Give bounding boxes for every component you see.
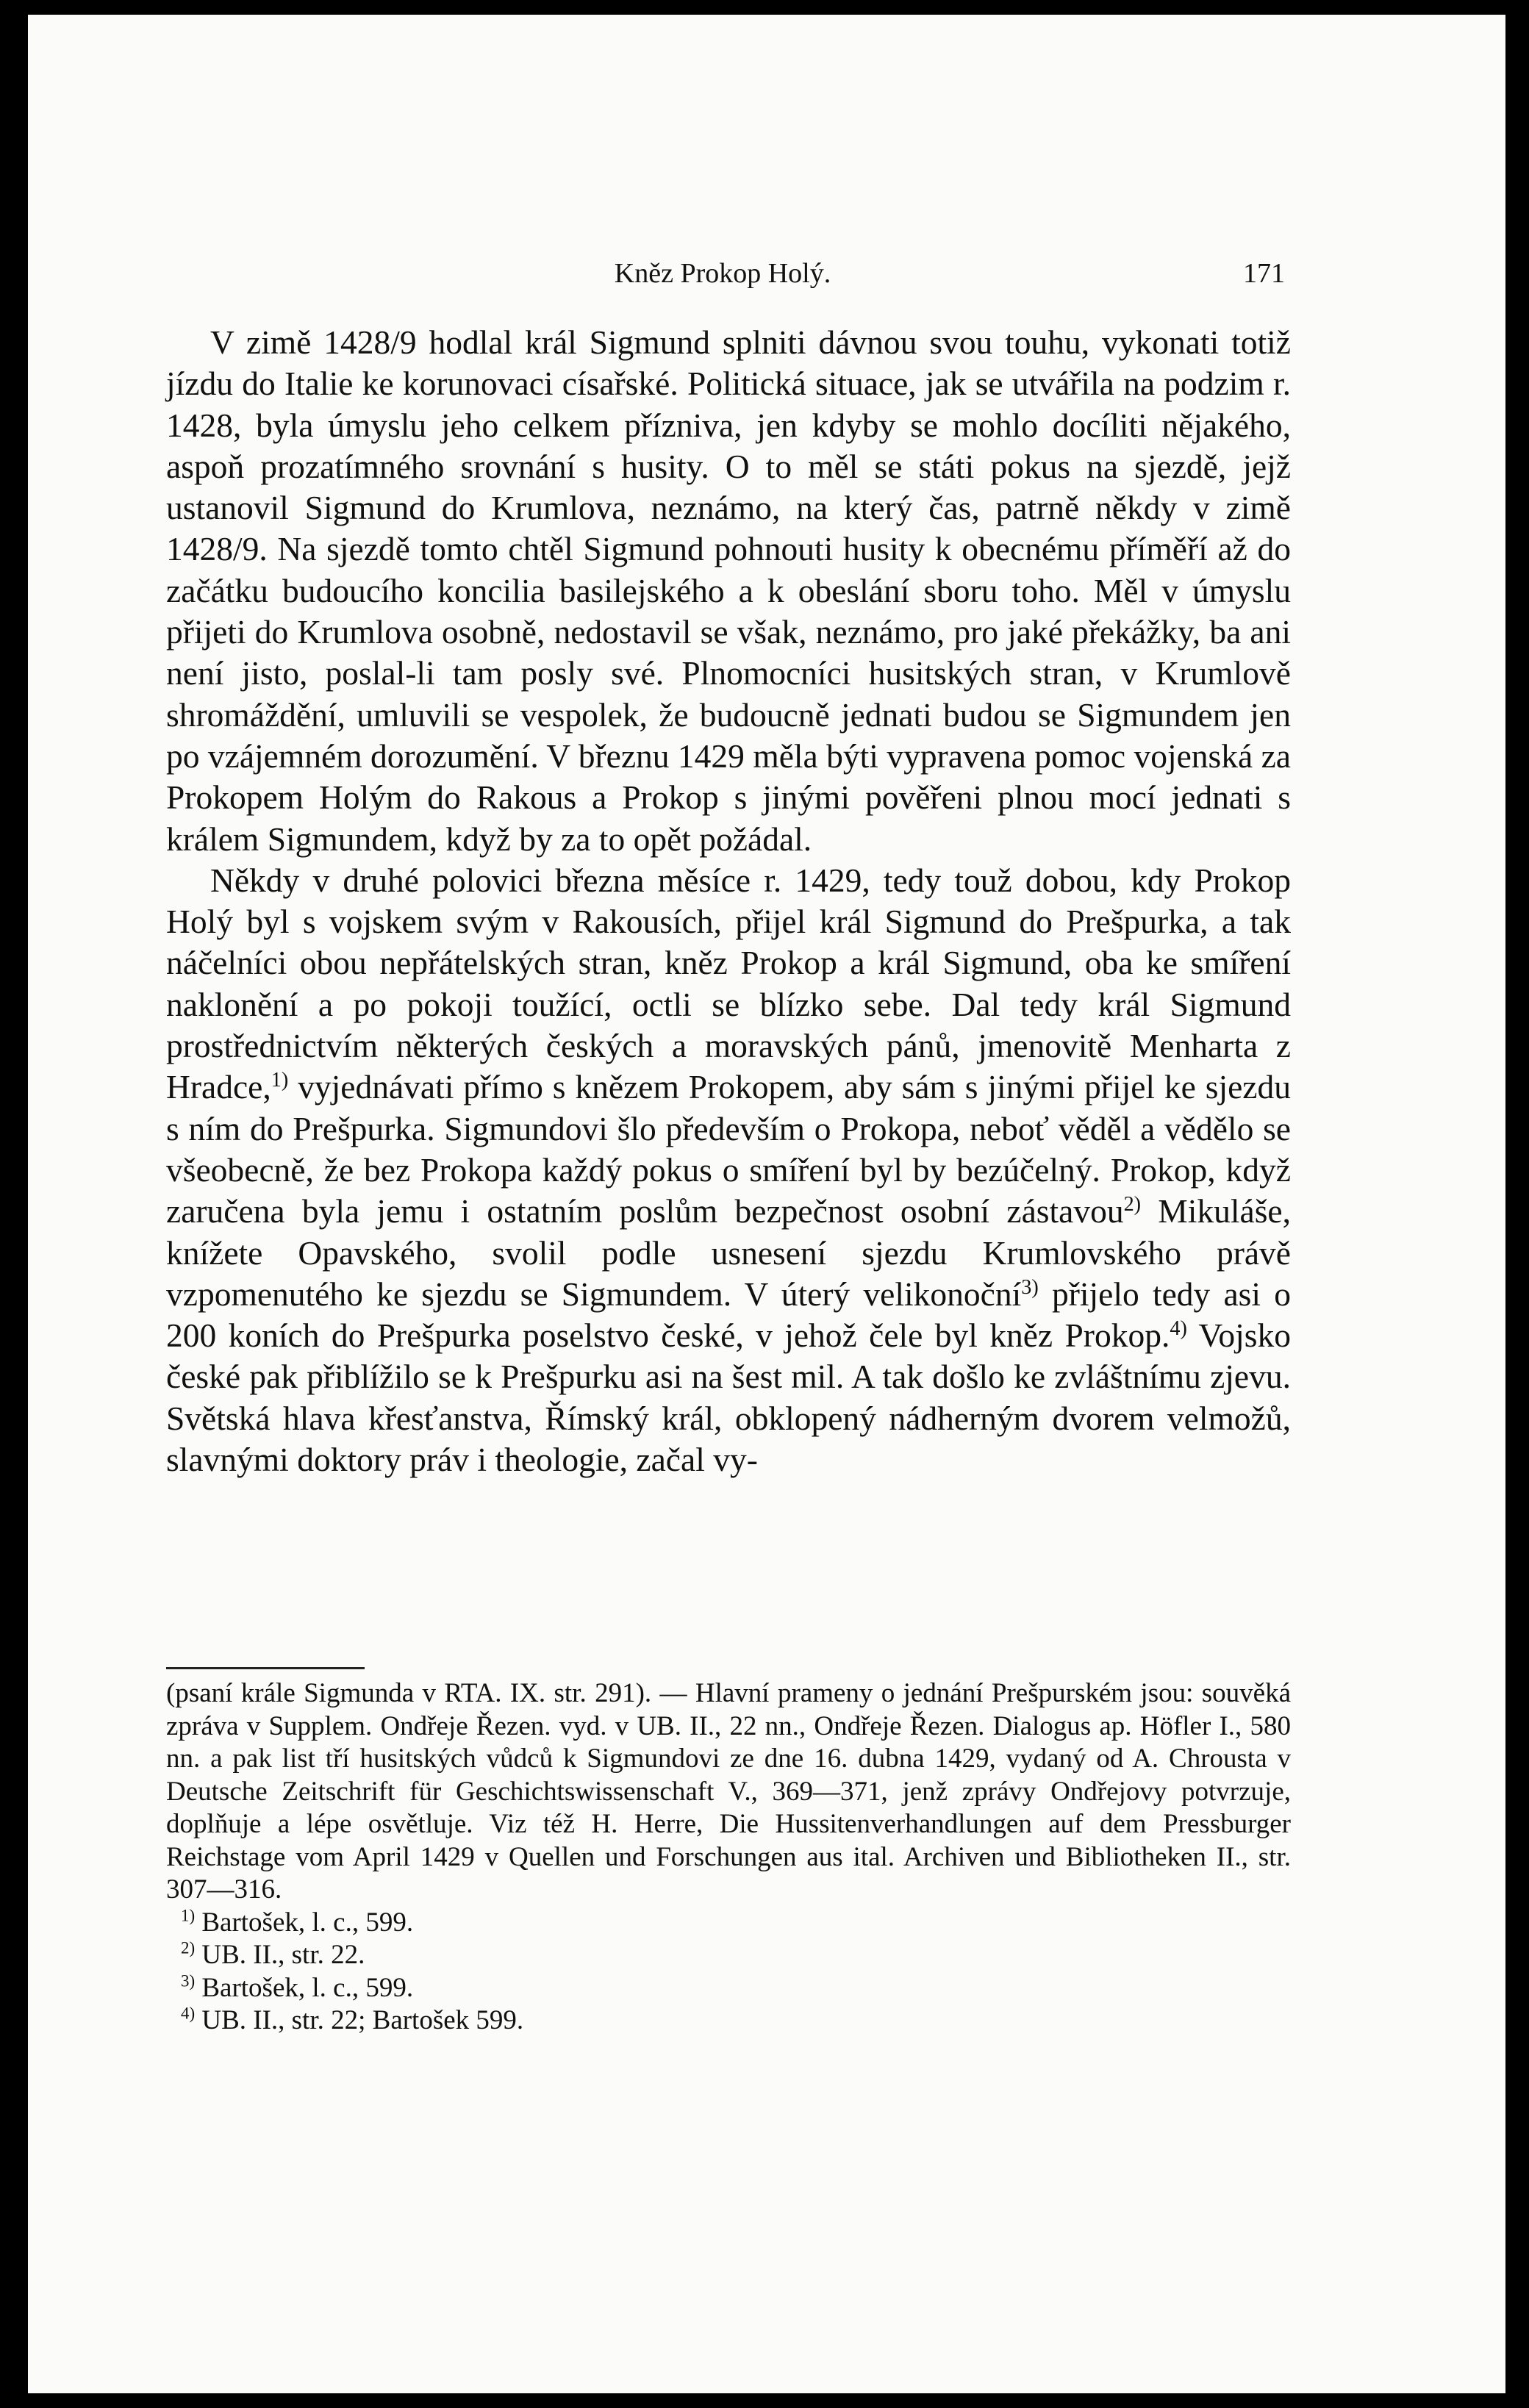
footnote	[166, 1939, 1291, 1972]
footnote-text: UB. II., str. 22.	[195, 1940, 365, 1970]
footnote-ref: 3)	[1021, 1275, 1039, 1299]
footnotes	[166, 1677, 1291, 2038]
footnote	[166, 1907, 1291, 1940]
text-span: přijelo tedy asi o 200 koních do Prešpurka poselstvo české, v jehož čele byl kněz Prokop.	[166, 1275, 1291, 1355]
scanned-page	[28, 15, 1505, 2393]
text-span: Mikuláše, knížete Opavského, svolil podle usnesení sjezdu Krumlovského právě vzpomenutého ke sjezdu se Sigmundem. V úterý velikonoční	[166, 1192, 1291, 1313]
text-span: vyjednávati přímo s knězem Prokopem, aby sám s jinými přijel ke sjezdu s ním do Prešpurka. Sigmundovi šlo především o Prokopa, neboť věděl a vědělo se všeobecně, že bez Prokopa každý pokus o smíření byl by bezúčelný. Prokop, když zaručena byla jemu i ostatním poslům bezpečnost osobní zástavou	[166, 1068, 1291, 1230]
running-title: Kněz Prokop Holý.	[614, 258, 831, 289]
paragraph	[166, 860, 1291, 1480]
page-number: 171	[1243, 258, 1285, 289]
running-header	[160, 257, 1285, 294]
footnote-mark: 3)	[181, 1971, 196, 1990]
main-text	[166, 322, 1291, 1480]
text-span: Vojsko české pak přiblížilo se k Prešpurku asi na šest mil. A tak došlo ke zvláštnímu zjevu. Světská hlava křesťanstva, Římský král, obklopený nádherným dvorem velmožů, slavnými doktory práv i theologie, začal vy-	[166, 1316, 1291, 1479]
footnote-continuation: (psaní krále Sigmunda v RTA. IX. str. 291). — Hlavní prameny o jednání Prešpurském jsou: souvěká zpráva v Supplem. Ondřeje Řezen. vyd. v UB. II., 22 nn., Ondřeje Řezen. Dialogus ap. Höfler I., 580 nn. a pak list tří husitských vůdců k Sigmundovi ze dne 16. dubna 1429, vydaný od A. Chrousta v Deutsche Zeitschrift für Geschichtswissenschaft V., 369—371, jenž zprávy Ondřejovy potvrzuje, doplňuje a lépe osvětluje. Viz též H. Herre, Die Hussitenverhandlungen auf dem Pressburger Reichstage vom April 1429 v Quellen und Forschungen aus ital. Archiven und Bibliotheken II., str. 307—316.	[166, 1678, 1291, 1904]
paragraph: V zimě 1428/9 hodlal král Sigmund splniti dávnou svou touhu, vykonati totiž jízdu do Italie ke korunovaci císařské. Politická situace, jak se utvářila na podzim r. 1428, byla úmyslu jeho celkem příznivа, jen kdyby se mohlo docíliti nějakého, aspoň prozatímného srovnání s husity. O to měl se státi pokus na sjezdě, jejž ustanovil Sigmund do Krumlova, neznámo, na který čas, patrně někdy v zimě 1428/9. Na sjezdě tomto chtěl Sigmund pohnouti husity k obecnému příměří až do začátku budoucího koncilia basilejského a k obeslání sboru toho. Měl v úmyslu přijeti do Krumlova osobně, nedostavil se však, neznámo, pro jaké překážky, ba ani není jisto, poslal-li tam posly své. Plnomocníci husitských stran, v Krumlově shromáždění, umluvili se vespolek, že budoucně jednati budou se Sigmundem jen po vzájemném dorozumění. V březnu 1429 měla býti vypravena pomoc vojenská za Prokopem Holým do Rakous a Prokop s jinými pověřeni plnou mocí jednati s králem Sigmundem, když by za to opět požádal.	[166, 323, 1291, 858]
footnote-ref: 1)	[271, 1069, 289, 1092]
footnote-divider	[166, 1667, 365, 1669]
footnote-mark: 2)	[181, 1938, 196, 1957]
footnote-text: Bartošek, l. c., 599.	[195, 1972, 414, 2003]
footnote	[166, 1972, 1291, 2005]
footnote-mark: 1)	[181, 1906, 196, 1925]
footnote	[166, 2004, 1291, 2038]
footnote-ref: 2)	[1123, 1193, 1142, 1216]
footnote-ref: 4)	[1170, 1316, 1187, 1340]
text-span: Někdy v druhé polovici března měsíce r. 1429, tedy touž dobou, kdy Prokop Holý byl s vojskem svým v Rakousích, přijel král Sigmund do Prešpurka, a tak náčelníci obou nepřátelských stran, kněz Prokop a král Sigmund, oba ke smíření naklonění a po pokoji toužící, octli se blízko sebe. Dal tedy král Sigmund prostřednictvím některých českých a moravských pánů, jmenovitě Menharta z Hradce,	[166, 861, 1291, 1106]
footnote-text: Bartošek, l. c., 599.	[195, 1907, 414, 1938]
footnote-mark: 4)	[181, 2004, 196, 2023]
footnote-text: UB. II., str. 22; Bartošek 599.	[195, 2005, 524, 2035]
